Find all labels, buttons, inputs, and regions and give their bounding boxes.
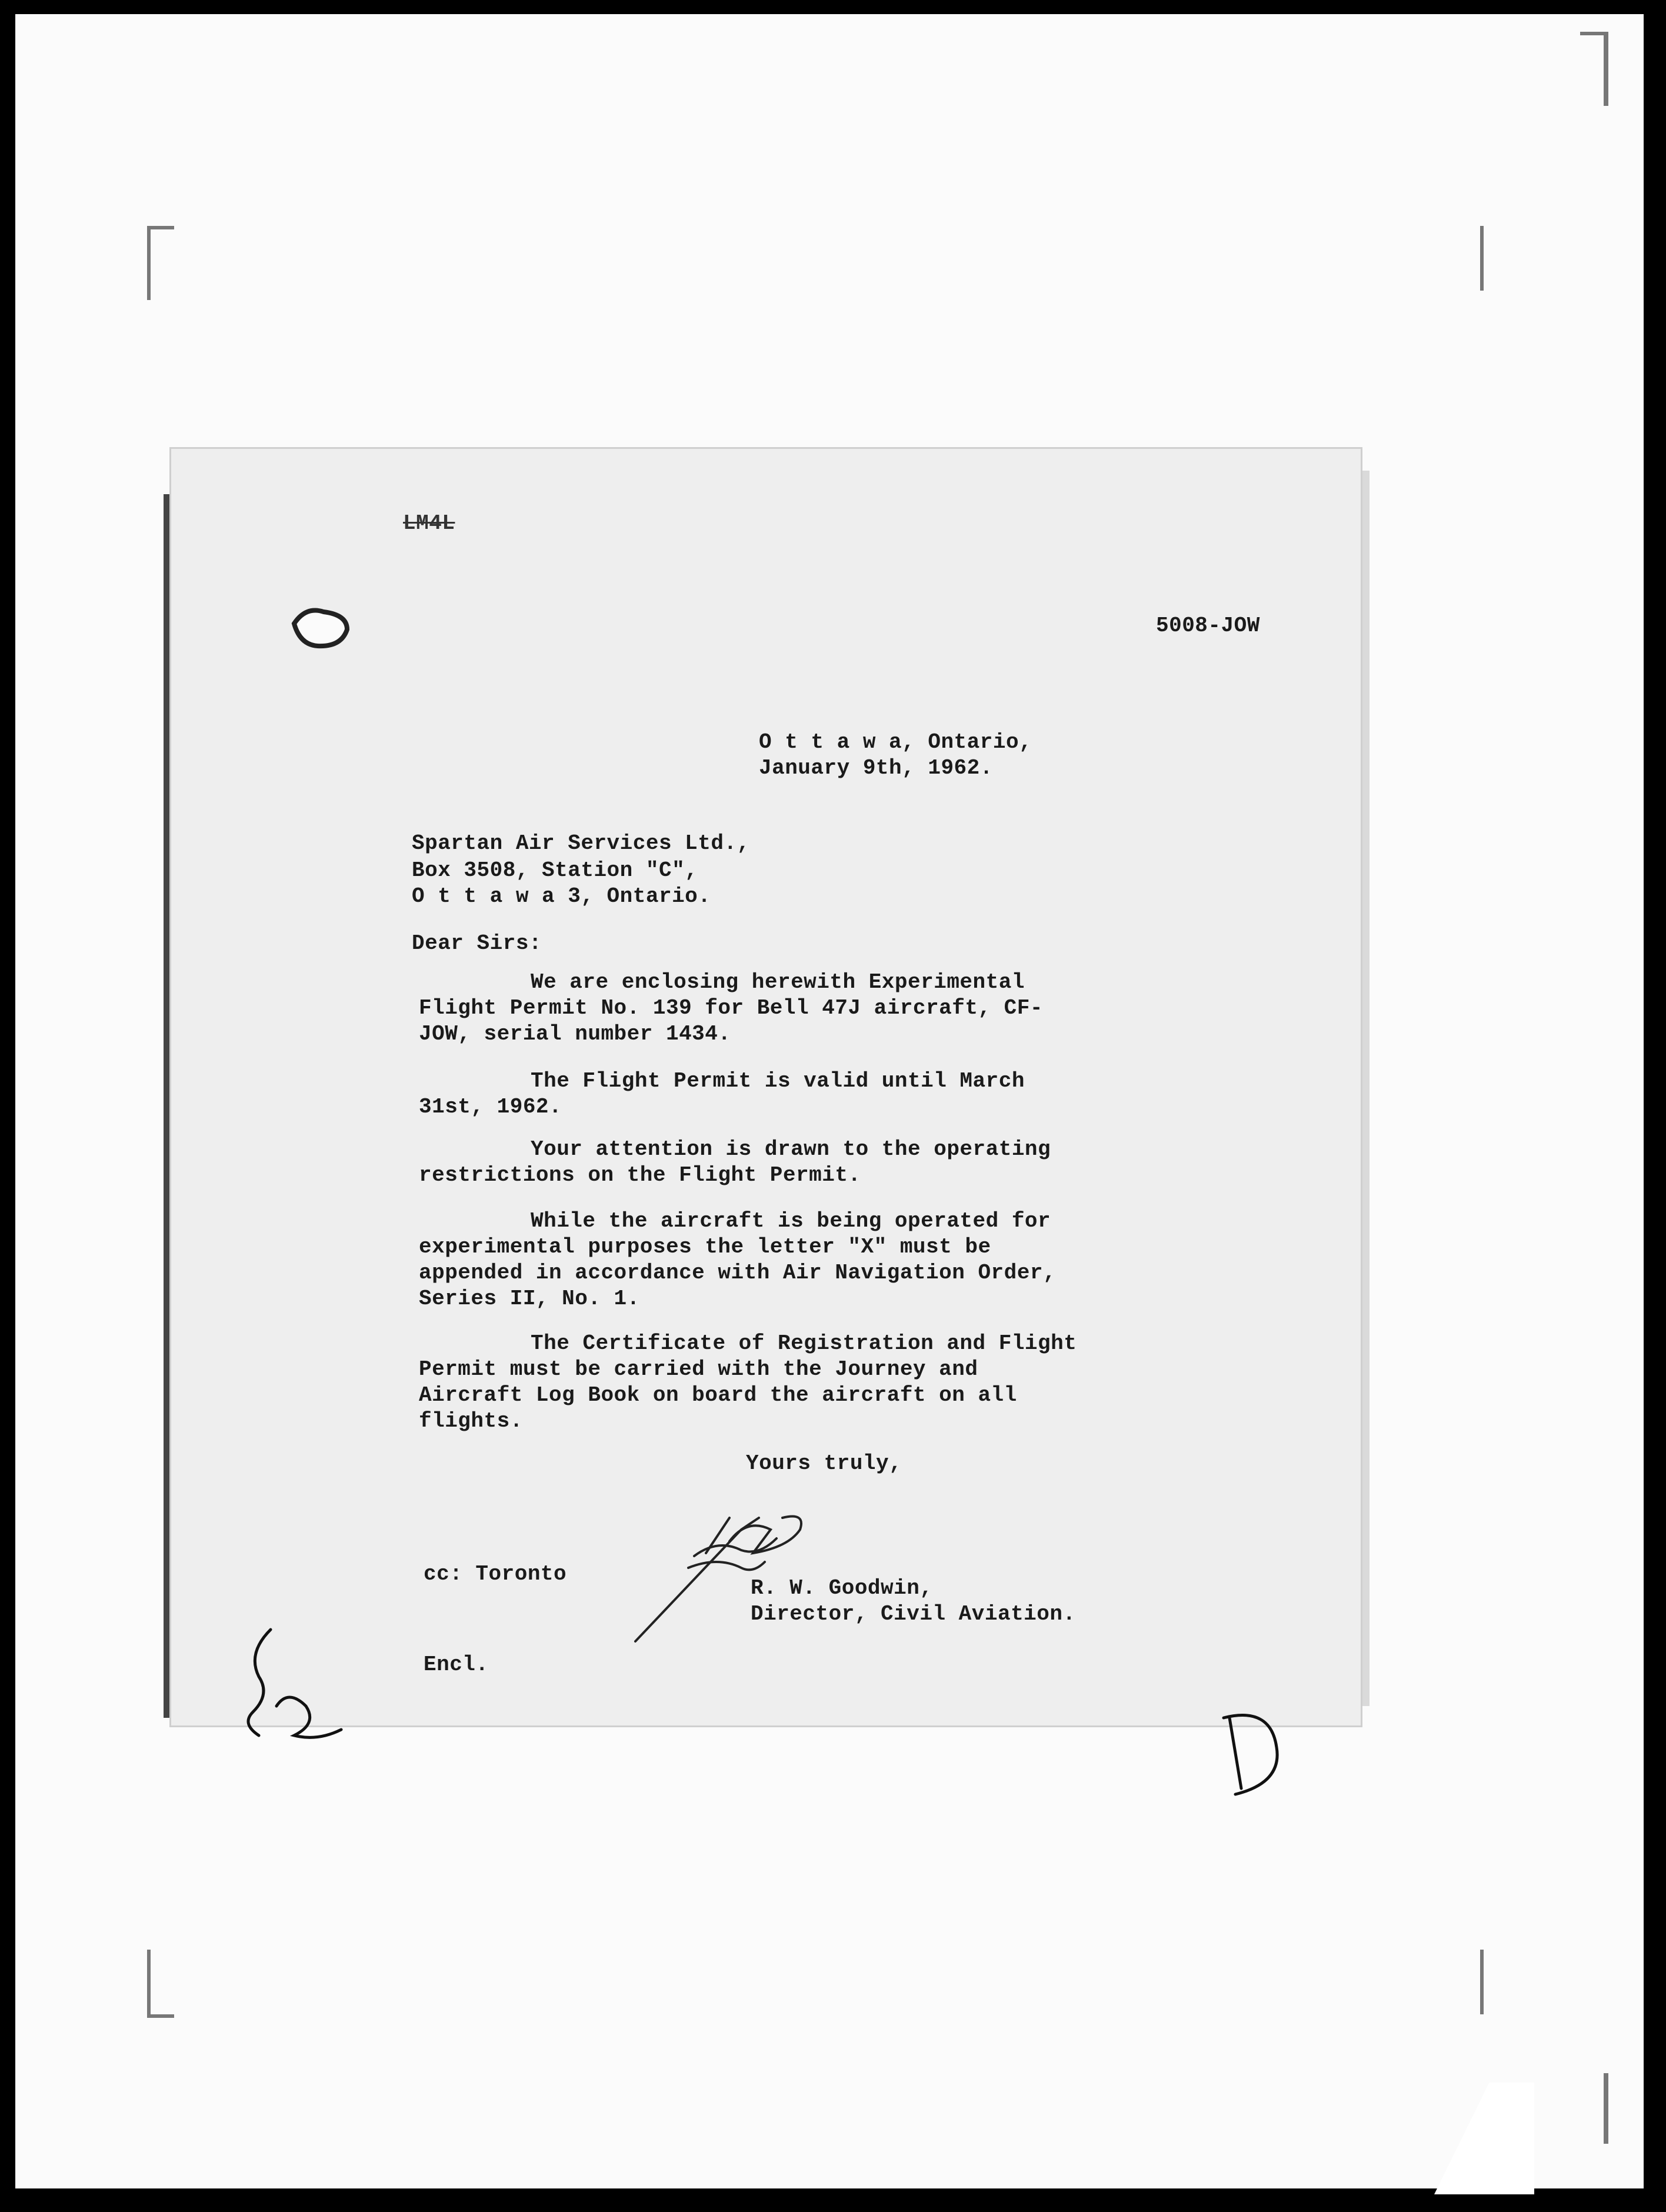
salutation: Dear Sirs: bbox=[412, 931, 542, 955]
address-line-3: O t t a w a 3, Ontario. bbox=[412, 884, 711, 908]
reference-initials: LM4L bbox=[403, 511, 455, 535]
handwritten-initials-mark bbox=[248, 1630, 341, 1737]
letter-place: O t t a w a, Ontario, bbox=[759, 730, 1032, 754]
handwritten-d-mark bbox=[1224, 1715, 1277, 1794]
enclosure-line: Encl. bbox=[424, 1653, 489, 1677]
punch-hole-icon bbox=[294, 611, 347, 647]
paragraph-5-text: The Certificate of Registration and Flight Permit must be carried with the Journey and Aircraft Log Book on board the aircraft on all flights. bbox=[419, 1331, 1077, 1433]
address-line-1: Spartan Air Services Ltd., bbox=[412, 831, 750, 855]
signature-mark bbox=[635, 1517, 801, 1642]
file-reference: 5008-JOW bbox=[1156, 614, 1260, 638]
signer-title: Director, Civil Aviation. bbox=[751, 1602, 1076, 1626]
paragraph-3-text: Your attention is drawn to the operating restrictions on the Flight Permit. bbox=[419, 1137, 1051, 1187]
signer-name: R. W. Goodwin, bbox=[751, 1576, 933, 1600]
cc-line: cc: Toronto bbox=[424, 1562, 567, 1586]
closing: Yours truly, bbox=[746, 1451, 902, 1475]
paragraph-1-text: We are enclosing herewith Experimental Flight Permit No. 139 for Bell 47J aircraft, CF-JOW, serial number 1434. bbox=[419, 970, 1043, 1046]
address-line-2: Box 3508, Station "C", bbox=[412, 858, 698, 882]
paragraph-4-text: While the aircraft is being operated for experimental purposes the letter "X" must be appended in accordance with Air Navigation Order, Series II, No. 1. bbox=[419, 1209, 1057, 1311]
letter-date: January 9th, 1962. bbox=[759, 756, 993, 780]
paragraph-2-text: The Flight Permit is valid until March 31st, 1962. bbox=[419, 1069, 1025, 1119]
